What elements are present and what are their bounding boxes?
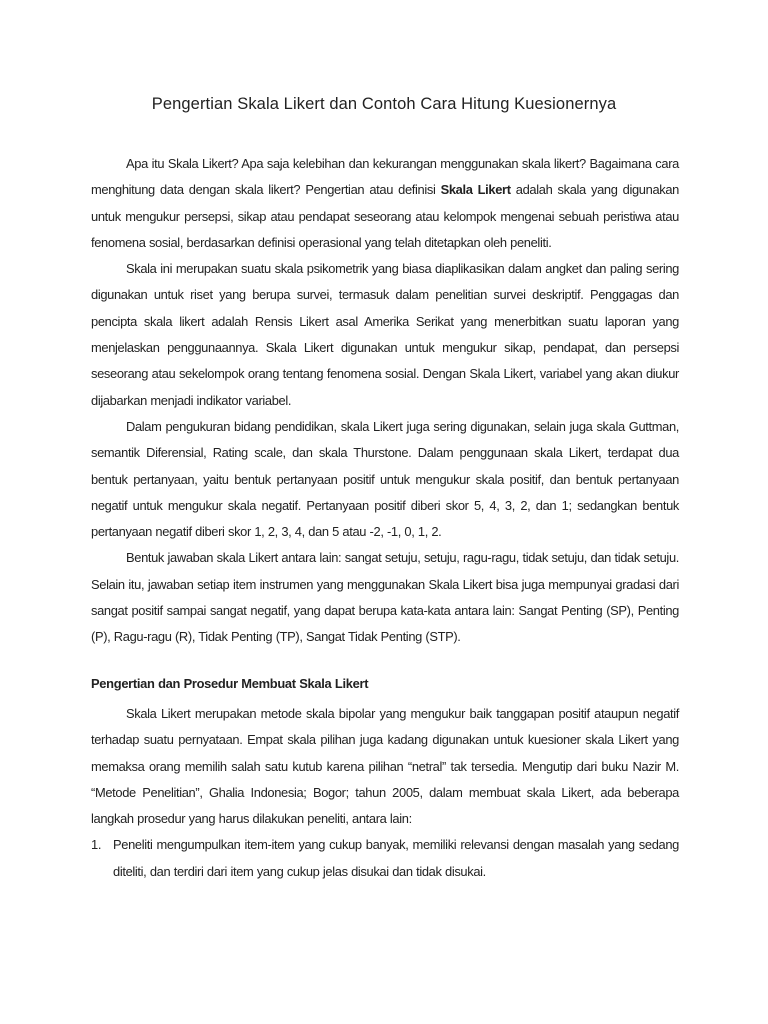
bold-term: Skala Likert — [440, 182, 511, 198]
document-title: Pengertian Skala Likert dan Contoh Cara Hitung Kuesionernya — [151, 95, 617, 113]
paragraph-1-text-end: adalah skala yang digunakan untuk mengukur persepsi, sikap atau pendapat seseorang atau kelompok mengenai sebuah peristiwa atau fenomena sosial, berdasarkan definisi operasional yang telah ditetapkan oleh peneliti. — [91, 182, 679, 250]
paragraph-1-text-start: Apa itu Skala Likert? Apa saja kelebihan dan kekurangan menggunakan skala likert? Bagaimana cara menghitung data dengan skala likert? Pengertian atau definisi — [91, 156, 679, 198]
paragraph-3: Dalam pengukuran bidang pendidikan, skala Likert juga sering digunakan, selain juga skala Guttman, semantik Diferensial, Rating scale, dan skala Thurstone. Dalam penggunaan skala Likert, terdapat dua bentuk pertanyaan, yaitu bentuk pertanyaan positif untuk mengukur skala positif, dan bentuk pertanyaan negatif untuk mengukur skala negatif. Pertanyaan positif diberi skor 5, 4, 3, 2, dan 1; sedangkan bentuk pertanyaan negatif diberi skor 1, 2, 3, 4, dan 5 atau -2, -1, 0, 1, 2. — [91, 418, 679, 540]
section-heading: Pengertian dan Prosedur Membuat Skala Likert — [91, 675, 369, 691]
list-item — [91, 832, 679, 885]
document-body — [91, 151, 679, 885]
list-item-number: 1. — [91, 837, 102, 853]
section-paragraph: Skala Likert merupakan metode skala bipolar yang mengukur baik tanggapan positif ataupun negatif terhadap suatu pernyataan. Empat skala pilihan juga kadang digunakan untuk kuesioner skala Likert yang memaksa orang memilih salah satu kutub karena pilihan “netral” tak tersedia. Mengutip dari buku Nazir M. “Metode Penelitian”, Ghalia Indonesia; Bogor; tahun 2005, dalam membuat skala Likert, ada beberapa langkah prosedur yang harus dilakukan peneliti, antara lain: — [91, 705, 679, 827]
paragraph-1 — [91, 151, 679, 256]
paragraph-2: Skala ini merupakan suatu skala psikometrik yang biasa diaplikasikan dalam angket dan paling sering digunakan untuk riset yang berupa survei, termasuk dalam penelitian survei deskriptif. Penggagas dan pencipta skala likert adalah Rensis Likert asal Amerika Serikat yang menerbitkan suatu laporan yang menjelaskan penggunaannya. Skala Likert digunakan untuk mengukur sikap, pendapat, dan persepsi seseorang atau sekelompok orang tentang fenomena sosial. Dengan Skala Likert, variabel yang akan diukur dijabarkan menjadi indikator variabel. — [91, 261, 679, 408]
paragraph-4: Bentuk jawaban skala Likert antara lain: sangat setuju, setuju, ragu-ragu, tidak setuju, dan tidak setuju. Selain itu, jawaban setiap item instrumen yang menggunakan Skala Likert bisa juga mempunyai gradasi dari sangat positif sampai sangat negatif, yang dapat berupa kata-kata antara lain: Sangat Penting (SP), Penting (P), Ragu-ragu (R), Tidak Penting (TP), Sangat Tidak Penting (STP). — [91, 550, 679, 645]
list-item-text: Peneliti mengumpulkan item-item yang cukup banyak, memiliki relevansi dengan masalah yang sedang diteliti, dan terdiri dari item yang cukup jelas disukai dan tidak disukai. — [113, 837, 679, 879]
procedure-list — [91, 832, 679, 885]
